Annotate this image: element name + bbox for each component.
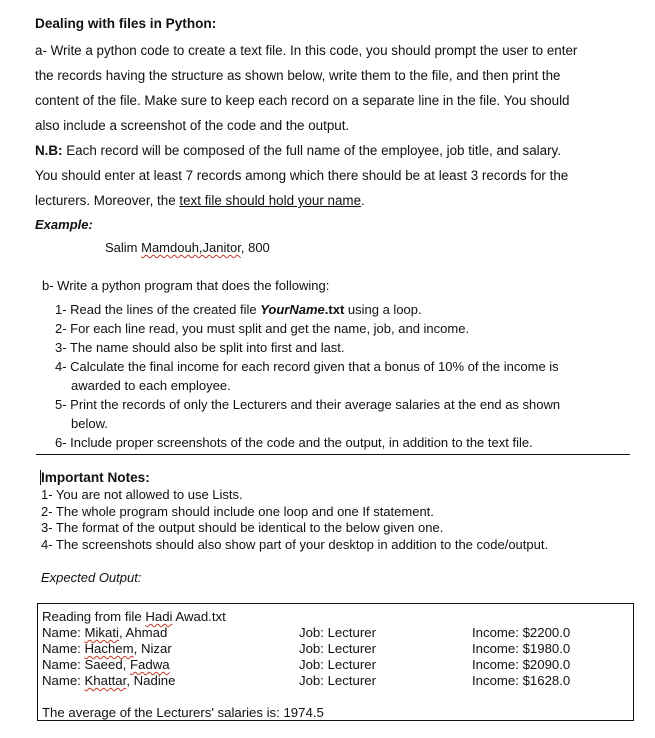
reading-text: Awad.txt: [172, 609, 226, 624]
note-item: 4- The screenshots should also show part of your desktop in addition to the code/output.: [41, 536, 549, 552]
part-b-item: awarded to each employee.: [71, 378, 231, 393]
example-misspelled: Mamdouh,Janitor: [141, 240, 241, 255]
your-name-note: text file should hold your name: [179, 193, 362, 208]
part-a-text: [35, 38, 577, 213]
part-b-item: below.: [71, 416, 108, 431]
income-cell: Income: $1980.0: [472, 641, 571, 656]
notes-list: [41, 487, 548, 553]
name-prefix: Name:: [42, 641, 85, 656]
item-text: 1- Read the lines of the created file: [55, 302, 261, 317]
nb-text: Each record will be composed of the full name of the employee, job title, and salary.: [62, 143, 561, 158]
job-cell: Job: Lecturer: [299, 625, 376, 640]
last-name: Saeed: [84, 657, 123, 672]
item-text: using a loop.: [344, 302, 422, 317]
part-b-list: [55, 300, 560, 452]
example-text: , 800: [240, 240, 270, 255]
note-item: 3- The format of the output should be identical to the below given one.: [41, 520, 444, 535]
nb-line-1: [35, 138, 577, 163]
first-name: , Nizar: [133, 641, 172, 656]
note-item: 1- You are not allowed to use Lists.: [41, 487, 243, 502]
note-item: 2- The whole program should include one loop and one If statement.: [41, 503, 434, 519]
last-name: Mikati: [84, 625, 119, 640]
income-cell: Income: $2090.0: [472, 657, 571, 672]
part-b-item: [55, 300, 560, 319]
part-a-line: a- Write a python code to create a text file. In this code, you should prompt the user to enter: [35, 43, 578, 58]
last-name: Khattar: [84, 673, 127, 688]
average-line: The average of the Lecturers' salaries is: 1974.5: [42, 705, 324, 720]
first-name: , Nadine: [126, 673, 176, 688]
first-name: ,: [122, 657, 130, 672]
part-b-item: 3- The name should also be split into first and last.: [55, 340, 345, 355]
part-b-item: 2- For each line read, you must split and get the name, job, and income.: [55, 321, 470, 336]
nb-label: N.B:: [35, 143, 63, 158]
nb-text: lecturers. Moreover, the: [35, 193, 180, 208]
expected-output-label: Expected Output:: [41, 570, 142, 585]
reading-line: [42, 609, 226, 624]
part-b-intro: b- Write a python program that does the following:: [42, 278, 330, 293]
output-row: [42, 625, 167, 640]
reading-misspelled: Hadi: [145, 609, 173, 624]
name-prefix: Name:: [42, 673, 85, 688]
nb-line-3: [35, 188, 577, 213]
job-cell: Job: Lecturer: [299, 673, 376, 688]
first-name: , Ahmad: [118, 625, 168, 640]
example-record: [105, 240, 270, 255]
part-a-line: also include a screenshot of the code and the output.: [35, 118, 350, 133]
output-row: [42, 657, 170, 672]
name-prefix: Name:: [42, 625, 85, 640]
example-text: Salim: [105, 240, 142, 255]
name-prefix: Name:: [42, 657, 85, 672]
notes-title: Important Notes:: [41, 470, 150, 485]
part-a-line: content of the file. Make sure to keep each record on a separate line in the file. You should: [35, 93, 570, 108]
part-a-line: the records having the structure as shown below, write them to the file, and then print the: [35, 68, 561, 83]
reading-text: Reading from file: [42, 609, 146, 624]
nb-line-2: You should enter at least 7 records among which there should be at least 3 records for the: [35, 168, 569, 183]
file-name: YourName: [260, 302, 325, 317]
part-b-item: 5- Print the records of only the Lecturers and their average salaries at the end as shown: [55, 397, 561, 412]
divider: [36, 454, 630, 455]
part-b-item: 6- Include proper screenshots of the code and the output, in addition to the text file.: [55, 435, 533, 450]
page-title: Dealing with files in Python:: [35, 16, 217, 31]
first-name-misspelled: Fadwa: [129, 657, 170, 672]
job-cell: Job: Lecturer: [299, 641, 376, 656]
example-label: Example:: [35, 217, 93, 232]
job-cell: Job: Lecturer: [299, 657, 376, 672]
file-ext: .txt: [324, 302, 345, 317]
output-row: [42, 673, 175, 688]
income-cell: Income: $2200.0: [472, 625, 571, 640]
income-cell: Income: $1628.0: [472, 673, 571, 688]
part-b-item: 4- Calculate the final income for each record given that a bonus of 10% of the income is: [55, 359, 559, 374]
last-name: Hachem: [84, 641, 134, 656]
nb-text: .: [361, 193, 365, 208]
output-row: [42, 641, 172, 656]
